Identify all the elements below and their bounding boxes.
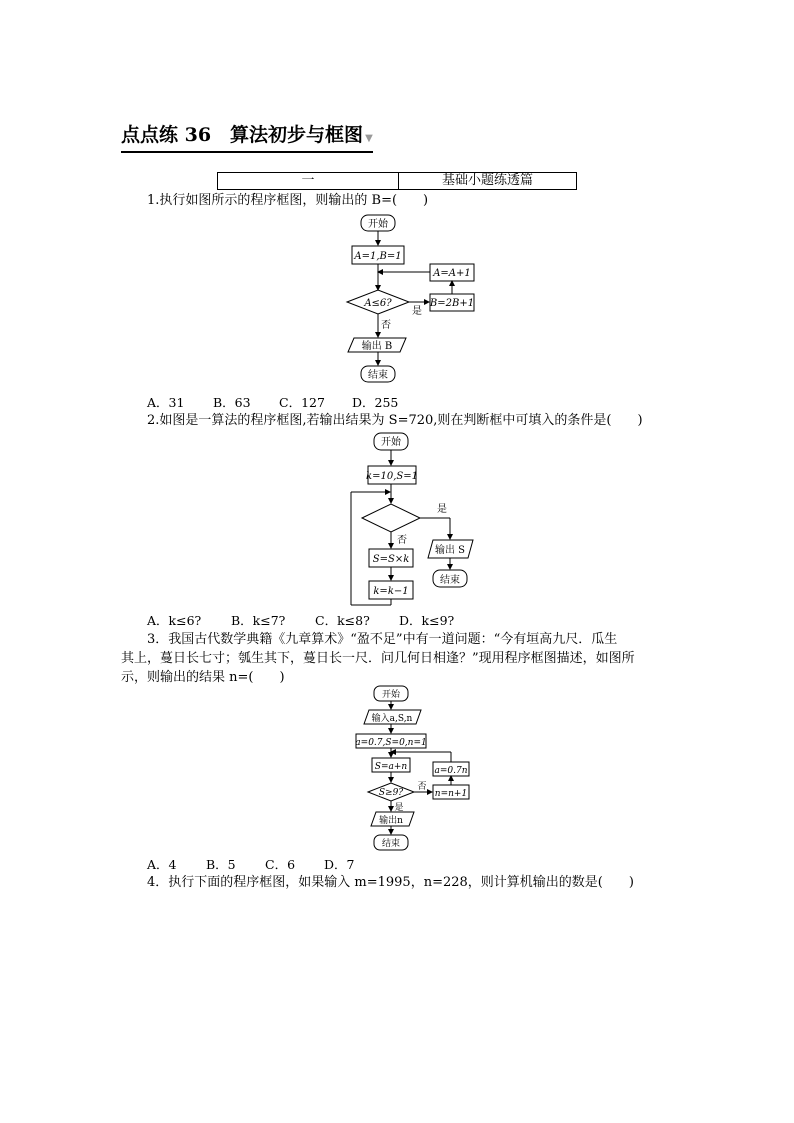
section-title: 基础小题练透篇 [441,173,533,188]
q3-option-b: B．5 [206,857,236,872]
flow1-update-a-label: A=A+1 [433,268,471,279]
question-1-stem: 1.执行如图所示的程序框图，则输出的 B=( ) [147,193,429,208]
q3-option-c: C．6 [265,857,296,872]
question-1-flowchart [340,210,490,388]
flow3-yes-label: 是 [394,803,404,813]
section-number: 一 [218,173,399,189]
flow3-init-label: a=0.7,S=0,n=1 [355,738,427,748]
q2-option-b: B．k≤7? [231,613,286,628]
dropdown-triangle-icon: ▼ [365,133,373,144]
question-2-flowchart [338,430,483,610]
flow2-start-label: 开始 [381,437,401,448]
section-header-table [217,172,577,190]
flow2-condition-diamond [362,504,420,532]
flow1-condition-label: A≤6? [364,298,392,309]
page-title [121,124,373,153]
flow1-init-label: A=1,B=1 [354,251,402,262]
flow2-step2-label: k=k−1 [373,586,409,597]
flow1-end-label: 结束 [368,370,388,381]
flow3-update-a-label: a=0.7n [434,766,468,776]
question-3-options [147,857,354,873]
flow2-no-label: 否 [397,535,407,546]
q3-option-a: A．4 [147,857,177,872]
flow3-end-label: 结束 [381,839,401,849]
question-3-flowchart [350,685,480,853]
flow2-output-label: 输出 S [434,545,466,556]
question-3-stem-line-3: 示，则输出的结果 n=( ) [121,670,285,685]
flow3-output-label: 输出n [379,816,403,826]
flow1-no-label: 否 [381,320,391,331]
question-4-stem: 4．执行下面的程序框图，如果输入 m=1995，n=228，则计算机输出的数是( ) [147,875,634,890]
flow1-update-b-label: B=2B+1 [429,298,475,309]
q1-option-c: C．127 [279,395,325,410]
q2-option-d: D．k≤9? [399,613,455,628]
flow3-step-label: S=a+n [374,762,408,772]
flow3-update-n-label: n=n+1 [434,789,468,799]
question-3-stem-line-1: 3．我国古代数学典籍《九章算术》“盈不足”中有一道问题：“今有垣高九尺．瓜生 [147,632,618,647]
flow2-init-label: k=10,S=1 [366,471,418,482]
q2-option-c: C．k≤8? [315,613,370,628]
flow2-end-label: 结束 [440,575,460,586]
flow3-no-label: 否 [417,782,427,792]
flow1-output-label: 输出 B [361,341,393,352]
flow2-step1-label: S=S×k [372,554,410,565]
flow2-yes-label: 是 [437,504,447,515]
page-title-text: 点点练 36 算法初步与框图 [121,124,364,146]
q1-option-a: A．31 [147,395,185,410]
flow3-condition-label: S≥9? [378,788,404,798]
question-2-options [147,613,454,629]
flow1-yes-label: 是 [412,306,422,317]
question-1-options [147,395,398,411]
flow3-start-label: 开始 [381,690,401,700]
q2-option-a: A．k≤6? [147,613,202,628]
q1-option-d: D．255 [352,395,399,410]
flow3-input-label: 输入a,S,n [371,714,413,724]
flow1-start-label: 开始 [368,219,388,230]
question-2-stem: 2.如图是一算法的程序框图,若输出结果为 S=720,则在判断框中可填入的条件是( ) [147,413,643,428]
q1-option-b: B．63 [213,395,251,410]
question-3-stem-line-2: 其上，蔓日长七寸；瓠生其下，蔓日长一尺．问几何日相逢？”现用程序框图描述，如图所 [121,651,635,666]
q3-option-d: D．7 [324,857,355,872]
